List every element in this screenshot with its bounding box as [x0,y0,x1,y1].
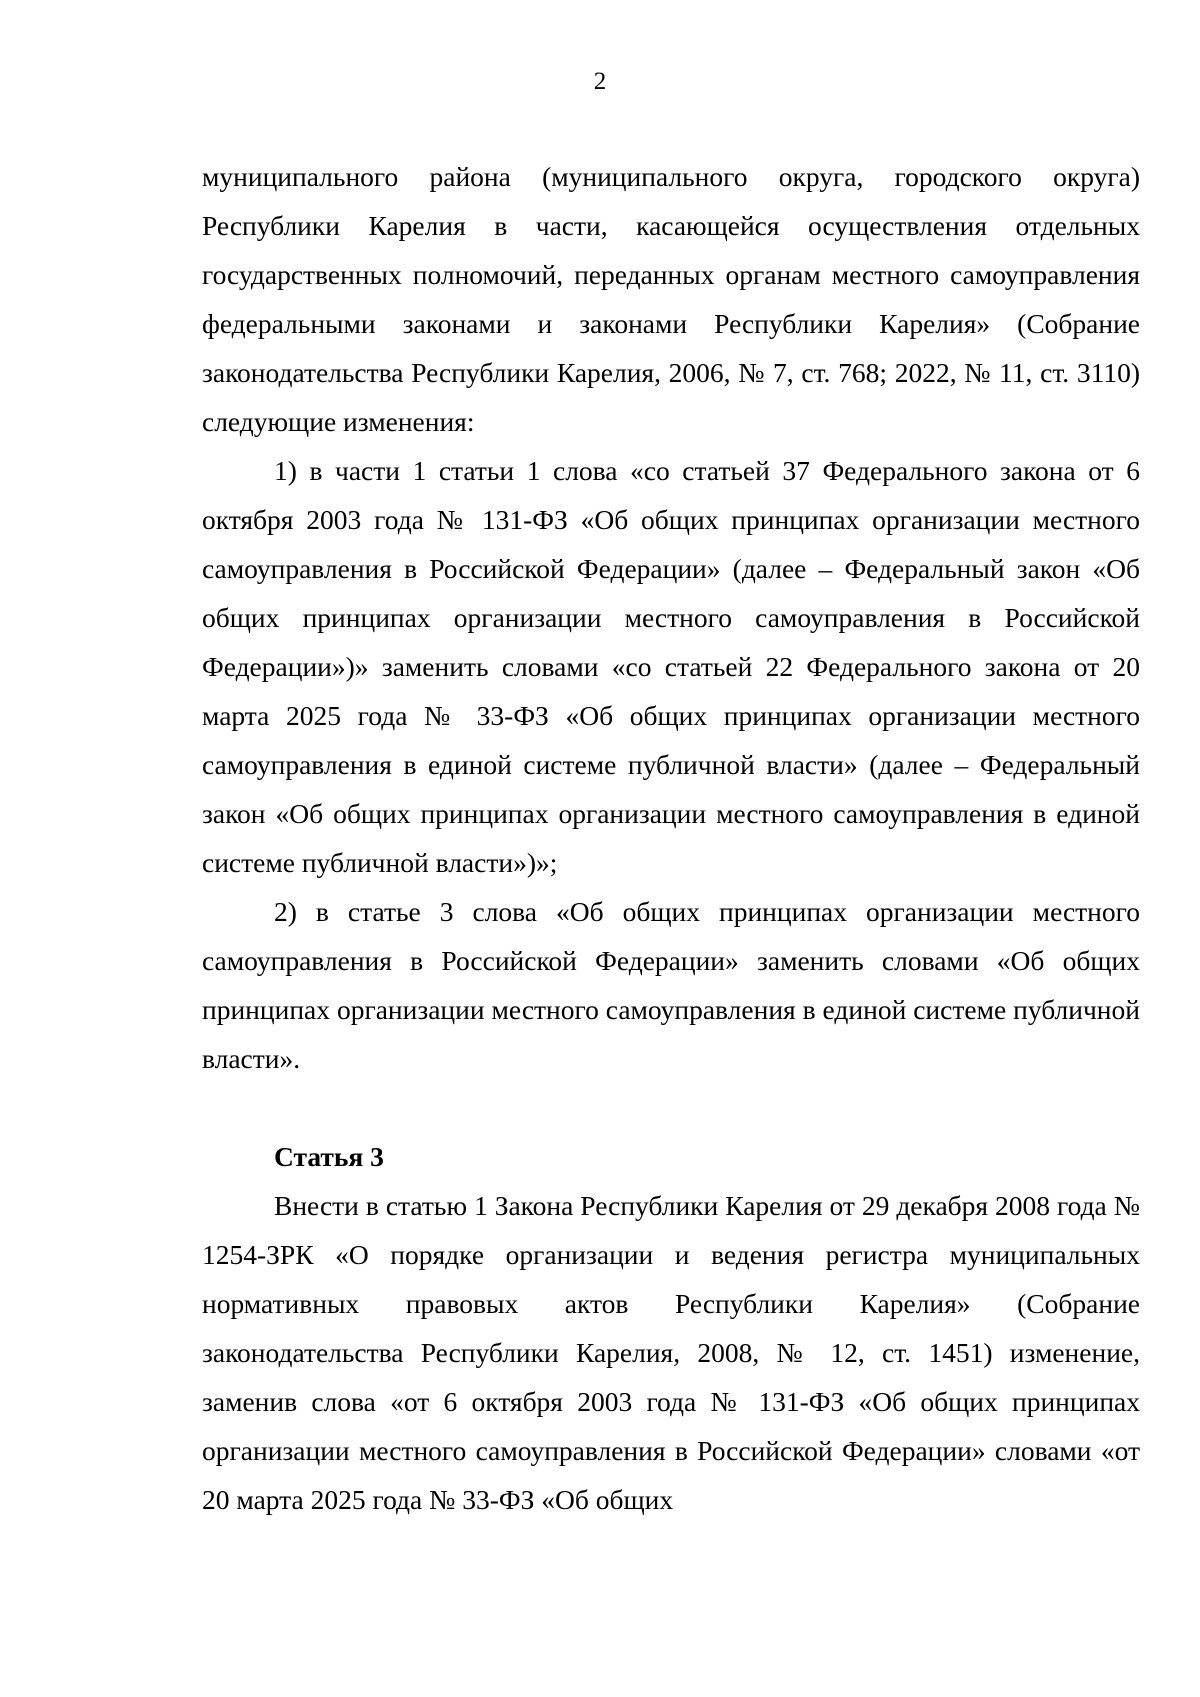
page-number: 2 [593,68,607,95]
article-3-text: Внести в статью 1 Закона Республики Карелия от 29 декабря 2008 года № 1254-ЗРК «О порядке организации и ведения регистра муниципальных нормативных правовых актов Республики Карелия» (Собрание законодательства Республики Карелия, 2008, № 12, ст. 1451) изменение, заменив слова «от 6 октября 2003 года № 131-ФЗ «Об общих принципах организации местного самоуправления в Российской Федерации» словами «от 20 марта 2025 года № 33-ФЗ «Об общих [202,1190,1140,1515]
paragraph-continuation: муниципального района (муниципального округа, городского округа) Республики Карелия в части, касающейся осуществления отдельных государственных полномочий, переданных органам местного самоуправления федеральными законами и законами Республики Карелия» (Собрание законодательства Республики Карелия, 2006, № 7, ст. 768; 2022, № 11, ст. 3110) следующие изменения: [202,161,1140,437]
article-3-heading: Статья 3 [274,1141,384,1172]
section-gap [202,1083,1140,1132]
list-item-2: 2) в статье 3 слова «Об общих принципах организации местного самоуправления в Российской Федерации» заменить словами «Об общих принципах организации местного самоуправления в единой системе публичной власти». [202,896,1140,1074]
document-body [202,152,1140,1524]
list-item-1: 1) в части 1 статьи 1 слова «со статьей 37 Федерального закона от 6 октября 2003 года № 131-ФЗ «Об общих принципах организации местного самоуправления в Российской Федерации» (далее – Федеральный закон «Об общих принципах организации местного самоуправления в Российской Федерации»)» заменить словами «со статьей 22 Федерального закона от 20 марта 2025 года № 33-ФЗ «Об общих принципах организации местного самоуправления в единой системе публичной власти» (далее – Федеральный закон «Об общих принципах организации местного самоуправления в единой системе публичной власти»)»; [202,455,1140,878]
